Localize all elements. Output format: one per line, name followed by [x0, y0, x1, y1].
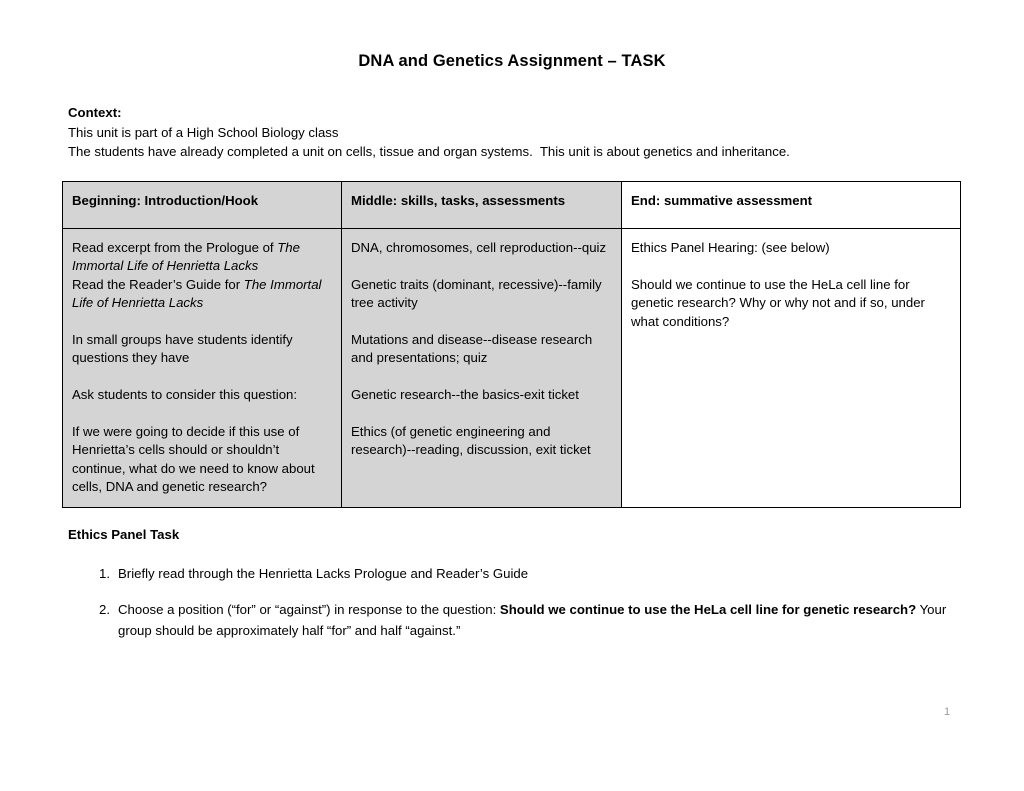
list-item-number-1: 1. — [99, 566, 110, 581]
table-cell-end — [622, 229, 961, 508]
table-header-row — [63, 182, 961, 229]
beginning-para-1-text: Read excerpt from the Prologue of — [72, 240, 278, 255]
beginning-para-5: If we were going to decide if this use of Henrietta’s cells should or shouldn’t continue, what do we need to know about cells, DNA and genetic research? — [72, 424, 315, 495]
context-label: Context: — [68, 105, 122, 120]
middle-item-1: DNA, chromosomes, cell reproduction--quiz — [351, 240, 607, 255]
table-cell-middle — [342, 229, 622, 508]
table-header-end: End: summative assessment — [622, 182, 961, 229]
page-number: 1 — [944, 706, 951, 718]
context-line-2: The students have already completed a unit on cells, tissue and organ systems. This unit is about genetics and inheritance. — [68, 144, 790, 159]
list-item-text-1: Briefly read through the Henrietta Lacks Prologue and Reader’s Guide — [118, 566, 529, 581]
beginning-para-3: In small groups have students identify questions they have — [72, 332, 293, 366]
list-item — [68, 563, 958, 584]
middle-item-3: Mutations and disease--disease research and presentations; quiz — [351, 332, 593, 366]
list-item-number-2: 2. — [99, 602, 110, 617]
table-body-row — [63, 229, 961, 508]
end-item-2: Should we continue to use the HeLa cell line for genetic research? Why or why not and if so, under what conditions? — [631, 276, 925, 329]
middle-item-2: Genetic traits (dominant, recessive)--family tree activity — [351, 276, 602, 311]
book-title-italic-2: The Immortal Life of Henrietta Lacks — [72, 276, 322, 311]
book-title-italic-1: The Immortal Life of Henrietta Lacks — [72, 240, 300, 274]
list-item-text-2-bold: Should we continue to use the HeLa cell line for genetic research? — [499, 602, 917, 617]
ethics-task-list — [68, 563, 958, 656]
list-item-text-2-before: Choose a position (“for” or “against”) in response to the question: — [118, 602, 500, 617]
list-item — [68, 599, 958, 641]
middle-item-5: Ethics (of genetic engineering and research)--reading, discussion, exit ticket — [351, 424, 591, 458]
table-cell-beginning — [63, 229, 342, 508]
beginning-para-1 — [72, 239, 333, 276]
context-line-1: This unit is part of a High School Biology class — [68, 124, 339, 140]
table-header-beginning: Beginning: Introduction/Hook — [63, 182, 342, 229]
list-item-text-2-after: Your group should be approximately half “for” and half “against.” — [118, 602, 947, 638]
beginning-para-4: Ask students to consider this question: — [72, 387, 298, 403]
ethics-panel-task-heading: Ethics Panel Task — [68, 527, 180, 542]
end-item-1: Ethics Panel Hearing: (see below) — [631, 240, 830, 255]
page-title: DNA and Genetics Assignment – TASK — [358, 52, 666, 70]
context-block — [68, 103, 968, 162]
middle-item-4: Genetic research--the basics-exit ticket — [351, 387, 579, 403]
table-header-middle: Middle: skills, tasks, assessments — [342, 182, 622, 229]
beginning-para-2-text: Read the Reader’s Guide for — [72, 276, 244, 292]
unit-plan-table — [62, 181, 961, 508]
beginning-para-2 — [72, 276, 333, 313]
